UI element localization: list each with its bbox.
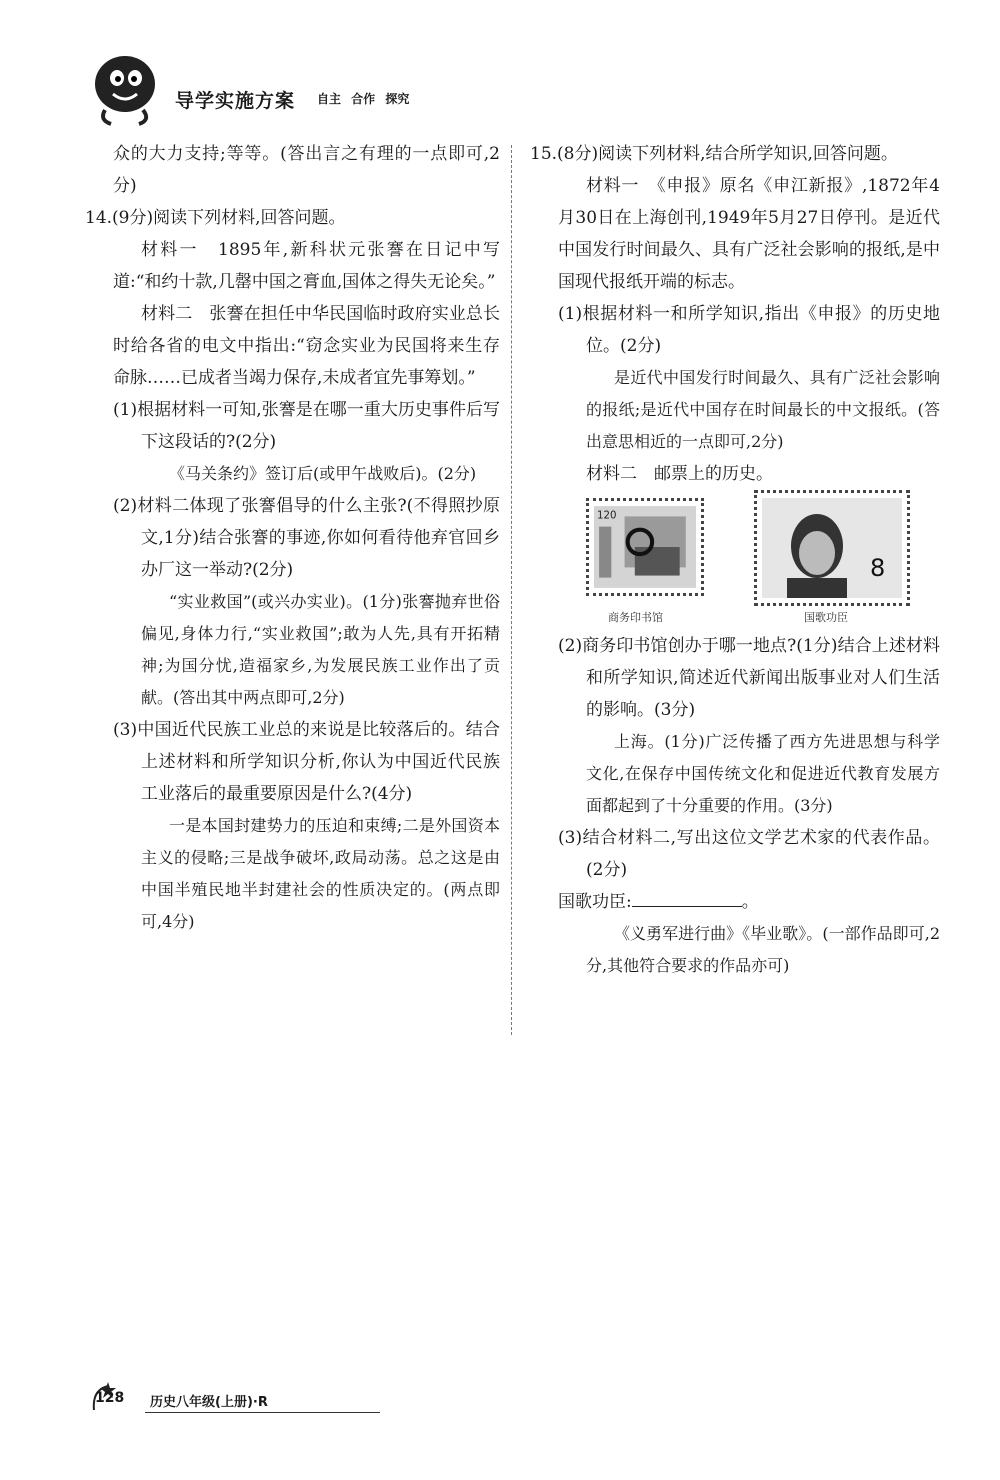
- q14-subquestion-1: (1)根据材料一可知,张謇是在哪一重大历史事件后写下这段话的?(2分): [113, 400, 500, 452]
- footer-rule: [145, 1412, 380, 1413]
- stamp-b-value: 8: [870, 554, 886, 582]
- q15-subquestion-2: (2)商务印书馆创办于哪一地点?(1分)结合上述材料和所学知识,简述近代新闻出版事业对人们生活的影响。(3分): [558, 636, 940, 720]
- prev-answer-continuation: 众的大力支持;等等。(答出言之有理的一点即可,2分): [113, 144, 500, 196]
- q15-fill-end: 。: [741, 892, 759, 912]
- q14-answer-3: 一是本国封建势力的压迫和束缚;二是外国资本主义的侵略;三是战争破坏,政局动荡。总之这是由中国半殖民地半封建社会的性质决定的。(两点即可,4分): [141, 816, 500, 931]
- stamp-caption-commercial-press: 商务印书馆: [608, 611, 663, 624]
- question-14-heading: 14.(9分)阅读下列材料,回答问题。: [85, 208, 346, 228]
- stamp-caption-anthem-hero: 国歌功臣: [804, 611, 848, 624]
- question-15-heading: 15.(8分)阅读下列材料,结合所学知识,回答问题。: [530, 144, 898, 164]
- q15-material-2: 材料二 邮票上的历史。: [586, 464, 773, 484]
- q15-material-1: 材料一 《申报》原名《申江新报》,1872年4月30日在上海创刊,1949年5月27日停刊。是近代中国发行时间最久、具有广泛社会影响的报纸,是中国现代报纸开端的标志。: [558, 176, 940, 292]
- q15-answer-1: 是近代中国发行时间最久、具有广泛社会影响的报纸;是近代中国存在时间最长的中文报纸。(答出意思相近的一点即可,2分): [586, 368, 940, 451]
- page-number: 128: [95, 1390, 125, 1406]
- q15-subquestion-1: (1)根据材料一和所学知识,指出《申报》的历史地位。(2分): [558, 304, 940, 356]
- q15-answer-2: 上海。(1分)广泛传播了西方先进思想与科学文化,在保存中国传统文化和促进近代教育发展方面都起到了十分重要的作用。(3分): [586, 732, 940, 815]
- page-footer: [90, 1380, 380, 1420]
- answer-blank[interactable]: [632, 888, 742, 907]
- page-header: [85, 50, 505, 130]
- q14-material-2: 材料二 张謇在担任中华民国临时政府实业总长时给各省的电文中指出:“窃念实业为民国将来生存命脉……已成者当竭力保存,未成者宜先事筹划。”: [113, 304, 500, 388]
- stamp-commercial-press: [586, 498, 704, 596]
- right-column: [530, 138, 940, 982]
- column-divider: [511, 145, 512, 1035]
- mascot-logo: [85, 50, 163, 128]
- q14-answer-1: 《马关条约》签订后(或甲午战败后)。(2分): [169, 464, 477, 483]
- q14-subquestion-2: (2)材料二体现了张謇倡导的什么主张?(不得照抄原文,1分)结合张謇的事迹,你如何看待他弃官回乡办厂这一举动?(2分): [113, 496, 500, 580]
- q14-material-1: 材料一 1895年,新科状元张謇在日记中写道:“和约十款,几罄中国之膏血,国体之得失无论矣。”: [113, 240, 500, 292]
- q15-answer-3: 《义勇军进行曲》《毕业歌》。(一部作品即可,2分,其他符合要求的作品亦可): [586, 924, 940, 975]
- stamp-a-value: 120: [597, 510, 617, 522]
- q14-answer-2: “实业救国”(或兴办实业)。(1分)张謇抛弃世俗偏见,身体力行,“实业救国”;敢为人先,具有开拓精神;为国分忧,造福家乡,为发展民族工业作出了贡献。(答出其中两点即可,2分): [141, 592, 500, 707]
- q14-subquestion-3: (3)中国近代民族工业总的来说是比较落后的。结合上述材料和所学知识分析,你认为中国近代民族工业落后的最重要原因是什么?(4分): [113, 720, 500, 804]
- left-column: [85, 138, 500, 938]
- stamp-anthem-hero: [754, 490, 910, 606]
- brand-title: 导学实施方案: [175, 90, 296, 112]
- brand-tagline: 自主 合作 探究: [317, 92, 410, 106]
- footer-book-title: 历史八年级(上册)·R: [150, 1395, 268, 1410]
- q15-fill-prompt: 国歌功臣:: [558, 892, 632, 912]
- stamp-building-icon: [594, 506, 696, 588]
- stamp-portrait-icon: [762, 498, 902, 598]
- q15-subquestion-3: (3)结合材料二,写出这位文学艺术家的代表作品。(2分): [558, 828, 940, 880]
- stamp-images: [586, 498, 940, 626]
- q15-fill-blank: [530, 886, 940, 918]
